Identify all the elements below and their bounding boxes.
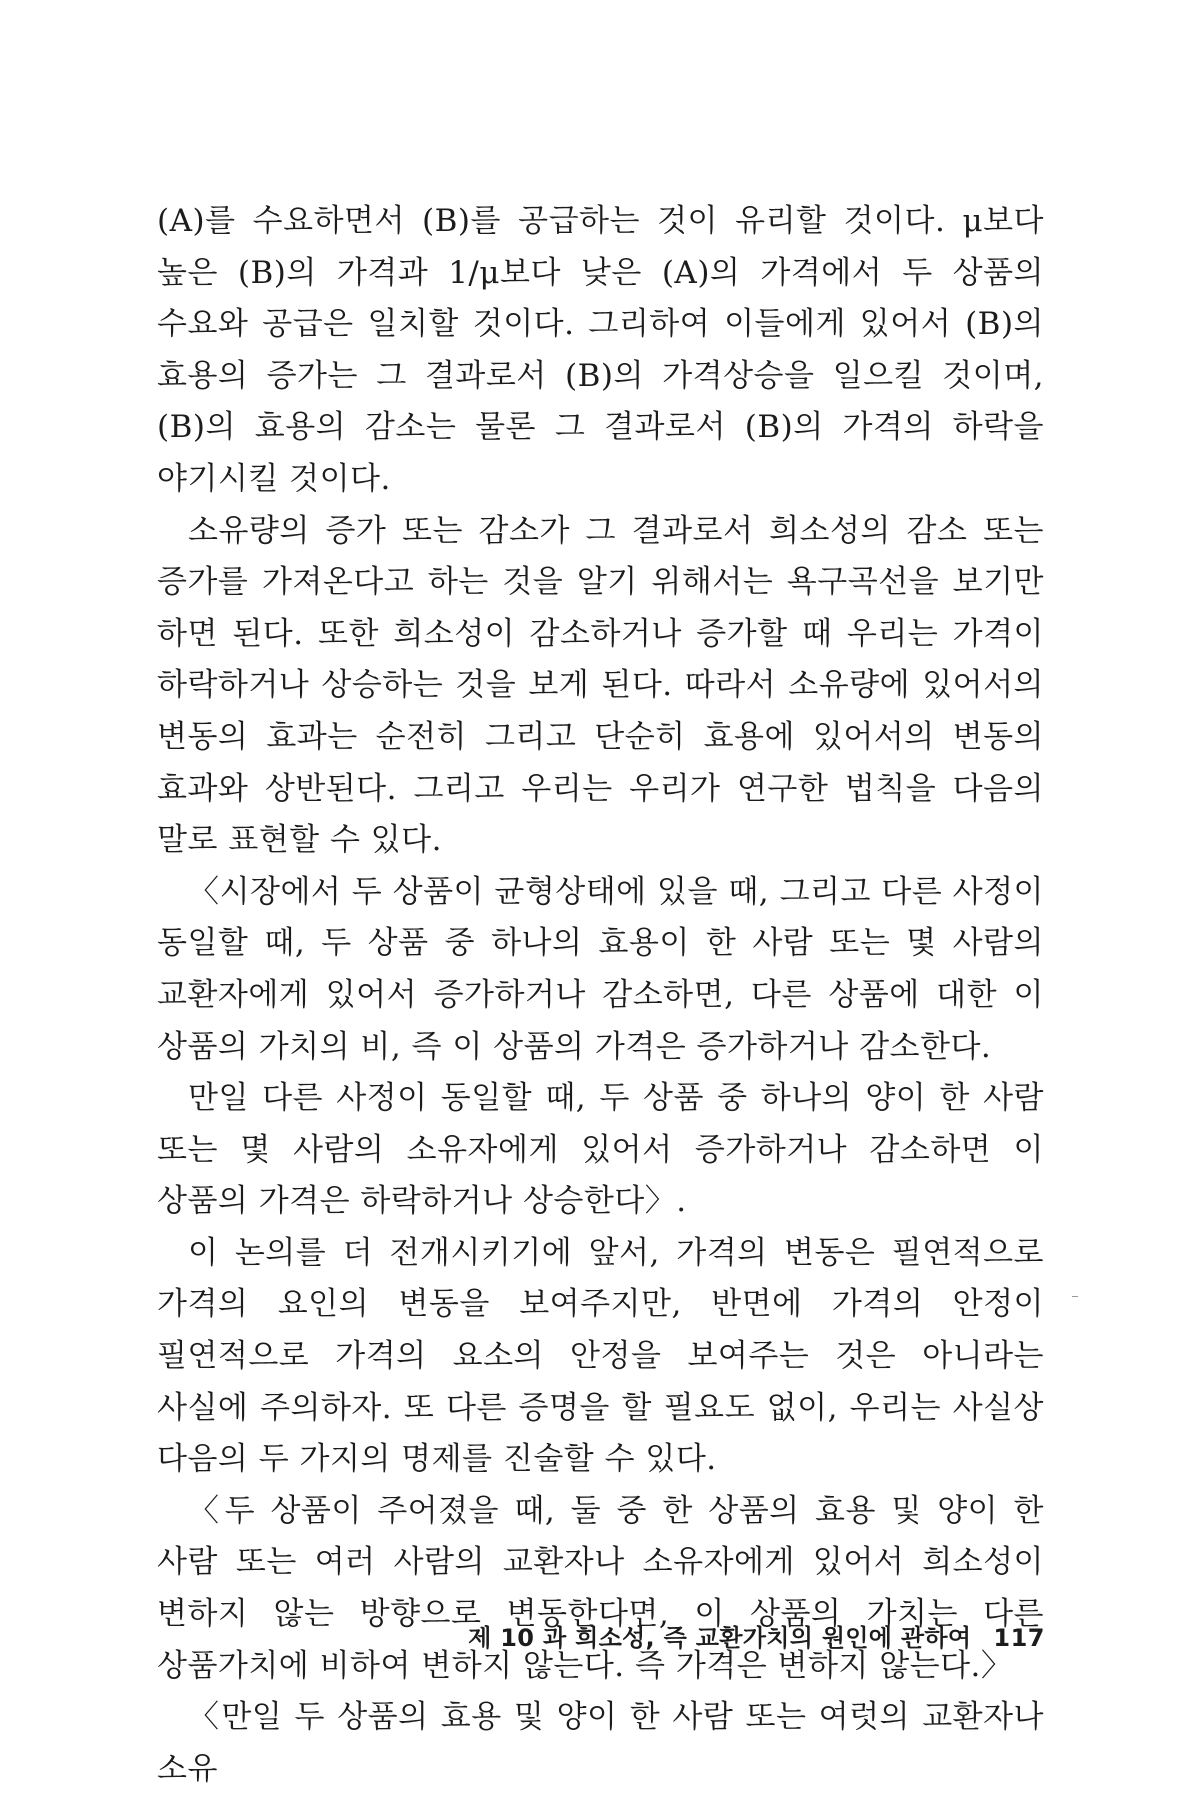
running-footer-title: 제 10 과 희소성, 즉 교환가치의 원인에 관하여 bbox=[468, 1624, 972, 1652]
body-text bbox=[157, 196, 1044, 1795]
paragraph-4: 만일 다른 사정이 동일할 때, 두 상품 중 하나의 양이 한 사람 또는 몇 사람의 소유자에게 있어서 증가하거나 감소하면 이 상품의 가격은 하락하거나 상승한다〉. bbox=[157, 1080, 1044, 1220]
margin-mark bbox=[1072, 1296, 1078, 1297]
paragraph-1: (A)를 수요하면서 (B)를 공급하는 것이 유리할 것이다. μ보다 높은 (B)의 가격과 1/μ보다 낮은 (A)의 가격에서 두 상품의 수요와 공급은 일치할 것이다. 그리하여 이들에게 있어서 (B)의 효용의 증가는 그 결과로서 (B)의 가격상승을 일으킬 것이며, (B)의 효용의 감소는 물론 그 결과로서 (B)의 가격의 하락을 야기시킬 것이다. bbox=[157, 203, 1044, 497]
page-number: 117 bbox=[993, 1624, 1045, 1652]
paragraph-7: 〈만일 두 상품의 효용 및 양이 한 사람 또는 여럿의 교환자나 소유 bbox=[157, 1699, 1044, 1787]
paragraph-3: 〈시장에서 두 상품이 균형상태에 있을 때, 그리고 다른 사정이 동일할 때, 두 상품 중 하나의 효용이 한 사람 또는 몇 사람의 교환자에게 있어서 증가하거나 감소하면, 다른 상품에 대한 이 상품의 가치의 비, 즉 이 상품의 가격은 증가하거나 감소한다. bbox=[157, 873, 1044, 1065]
paragraph-6: 〈두 상품이 주어졌을 때, 둘 중 한 상품의 효용 및 양이 한 사람 또는 여러 사람의 교환자나 소유자에게 있어서 희소성이 변하지 않는 방향으로 변동한다면, 이 상품의 가치는 다른 상품가치에 비하여 변하지 않는다. 즉 가격은 변하지 않는다.〉 bbox=[157, 1492, 1044, 1684]
paragraph-5: 이 논의를 더 전개시키기에 앞서, 가격의 변동은 필연적으로 가격의 요인의 변동을 보여주지만, 반면에 가격의 안정이 필연적으로 가격의 요소의 안정을 보여주는 것은 아니라는 사실에 주의하자. 또 다른 증명을 할 필요도 없이, 우리는 사실상 다음의 두 가지의 명제를 진술할 수 있다. bbox=[157, 1234, 1044, 1478]
page-footer bbox=[468, 1618, 1045, 1653]
paragraph-2: 소유량의 증가 또는 감소가 그 결과로서 희소성의 감소 또는 증가를 가져온다고 하는 것을 알기 위해서는 욕구곡선을 보기만 하면 된다. 또한 희소성이 감소하거나 증가할 때 우리는 가격이 하락하거나 상승하는 것을 보게 된다. 따라서 소유량에 있어서의 변동의 효과는 순전히 그리고 단순히 효용에 있어서의 변동의 효과와 상반된다. 그리고 우리는 우리가 연구한 법칙을 다음의 말로 표현할 수 있다. bbox=[157, 512, 1044, 859]
